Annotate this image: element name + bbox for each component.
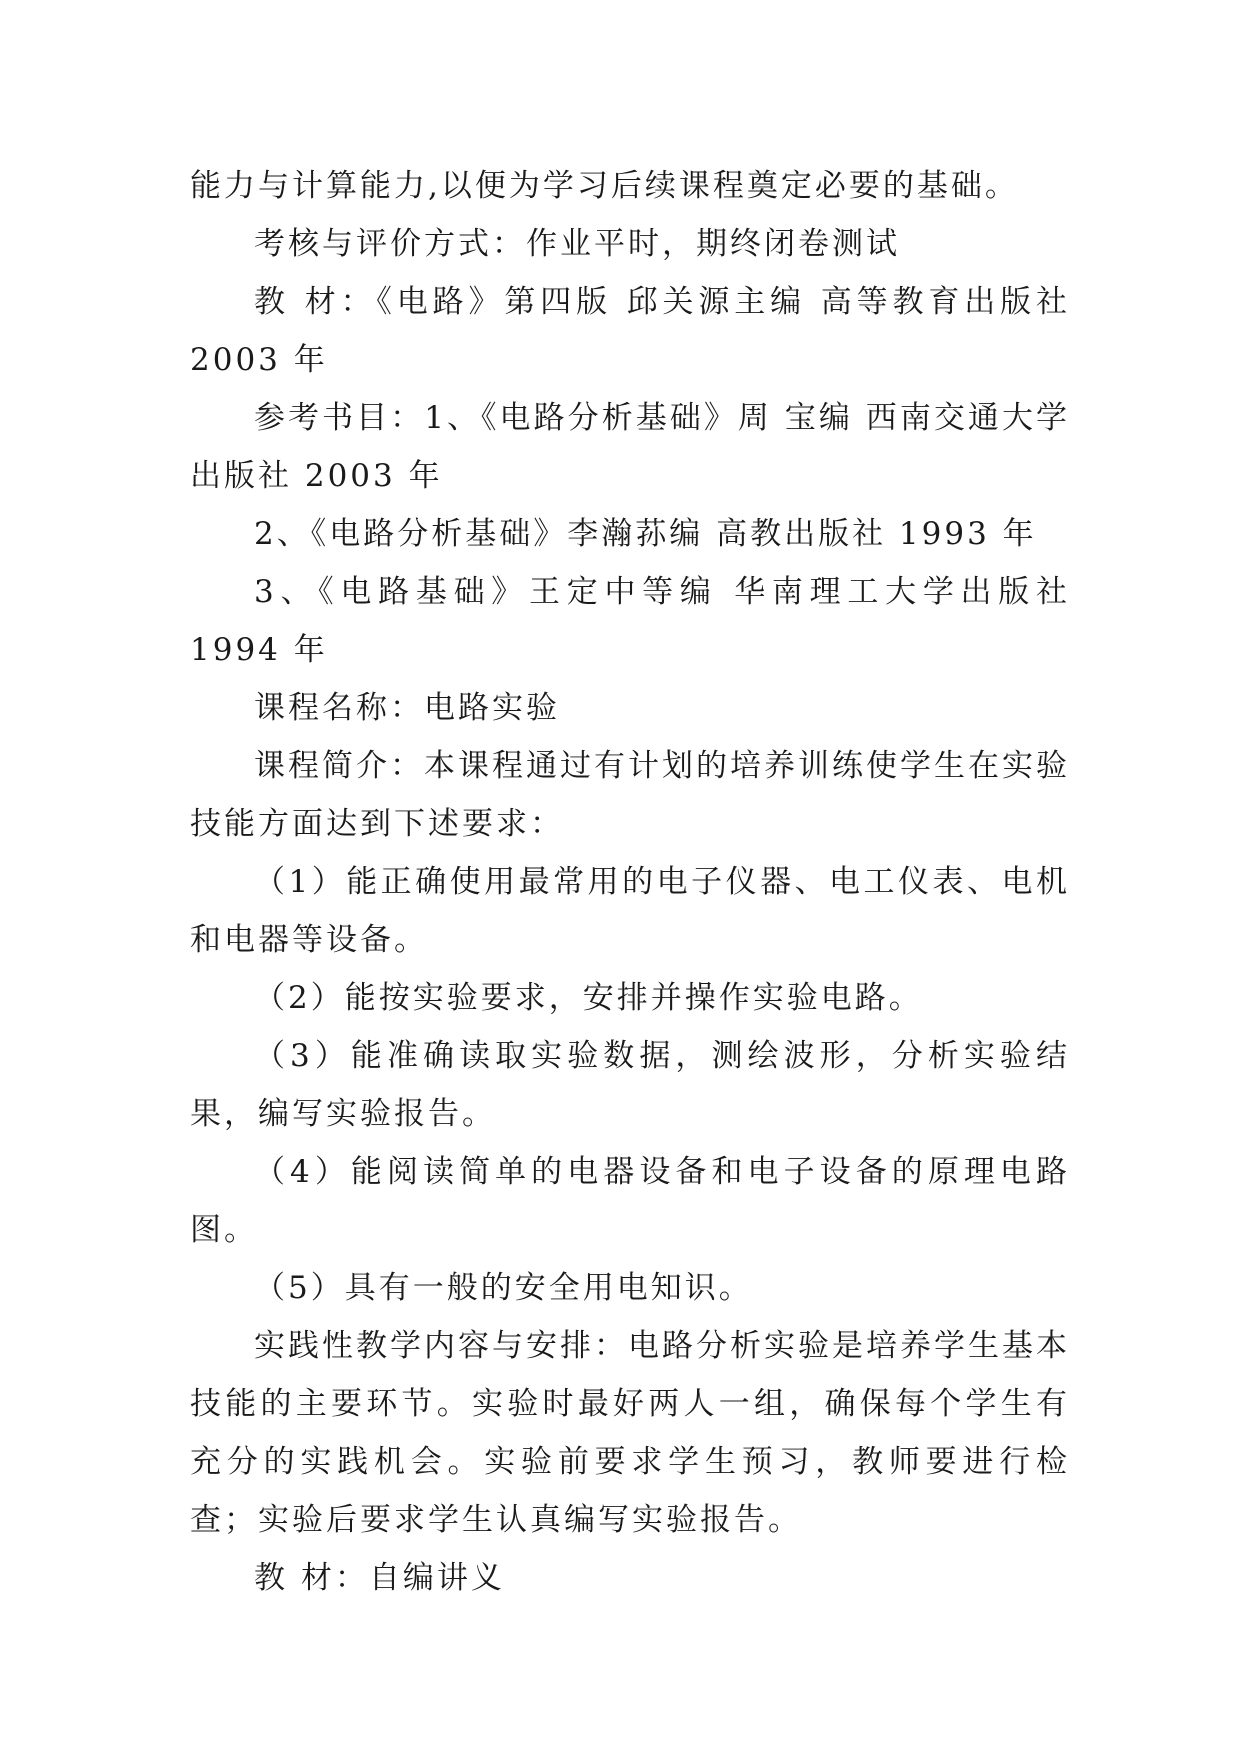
document-body [190,157,1070,1607]
paragraph-course-name: 课程名称：电路实验 [254,690,560,726]
paragraph-requirement-5: （5）具有一般的安全用电知识。 [254,1270,753,1306]
paragraph-textbook: 教 材：《电路》第四版 邱关源主编 高等教育出版社 2003 年 [190,284,1070,378]
paragraph-practice: 实践性教学内容与安排：电路分析实验是培养学生基本技能的主要环节。实验时最好两人一组，确保每个学生有充分的实践机会。实验前要求学生预习，教师要进行检查；实验后要求学生认真编写实验报告。 [190,1328,1070,1538]
paragraph-requirement-3: （3）能准确读取实验数据，测绘波形，分析实验结果，编写实验报告。 [190,1038,1070,1132]
paragraph-course-intro: 课程简介：本课程通过有计划的培养训练使学生在实验技能方面达到下述要求： [190,748,1070,842]
paragraph-lab-textbook: 教 材：自编讲义 [254,1560,505,1596]
paragraph-requirement-1: （1）能正确使用最常用的电子仪器、电工仪表、电机和电器等设备。 [190,864,1070,958]
paragraph-assessment: 考核与评价方式：作业平时，期终闭卷测试 [254,226,900,262]
paragraph-reference-2: 2、《电路分析基础》李瀚荪编 高教出版社 1993 年 [254,516,1037,552]
paragraph-reference-1: 参考书目：1、《电路分析基础》周 宝编 西南交通大学出版社 2003 年 [190,400,1070,494]
paragraph-requirement-2: （2）能按实验要求，安排并操作实验电路。 [254,980,923,1016]
paragraph-continuation: 能力与计算能力,以便为学习后续课程奠定必要的基础。 [190,168,1019,204]
paragraph-reference-3: 3、《电路基础》王定中等编 华南理工大学出版社 1994 年 [190,574,1070,668]
paragraph-requirement-4: （4）能阅读简单的电器设备和电子设备的原理电路图。 [190,1154,1070,1248]
